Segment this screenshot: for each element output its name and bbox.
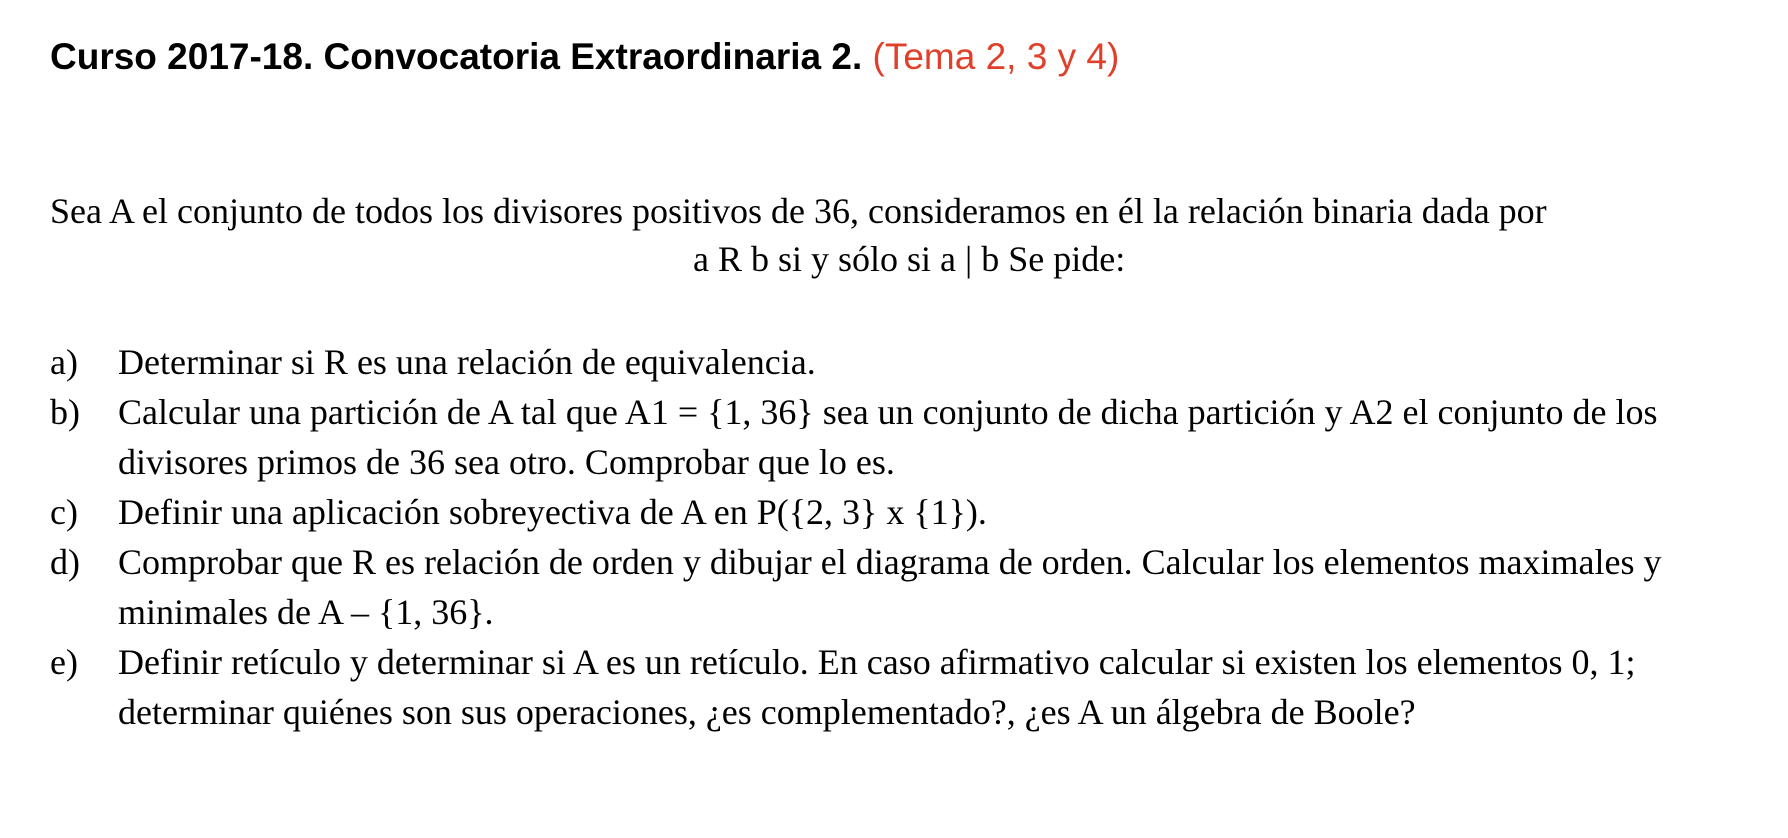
question-item-b (50, 387, 1770, 487)
question-letter: e) (50, 642, 78, 682)
question-letter: a) (50, 342, 78, 382)
title-main: Curso 2017-18. Convocatoria Extraordinaria 2. (50, 36, 863, 77)
question-text: Definir retículo y determinar si A es un retículo. En caso afirmativo calcular si existen los elementos 0, 1; determinar quiénes son sus operaciones, ¿es complementado?, ¿es A un álgebra de Boole? (118, 642, 1636, 732)
problem-statement-line-2: a R b si y sólo si a | b Se pide: (693, 239, 1126, 279)
question-item-e (50, 637, 1770, 737)
question-list (50, 337, 1770, 737)
question-text: Determinar si R es una relación de equivalencia. (118, 342, 816, 382)
question-item-d (50, 537, 1770, 637)
problem-statement-line-1: Sea A el conjunto de todos los divisores positivos de 36, consideramos en él la relación binaria dada por (50, 191, 1547, 231)
question-item-c (50, 487, 1770, 537)
question-letter: d) (50, 542, 80, 582)
question-text: Definir una aplicación sobreyectiva de A en P({2, 3} x {1}). (118, 492, 987, 532)
question-letter: b) (50, 392, 80, 432)
page-title (50, 34, 1119, 80)
question-letter: c) (50, 492, 78, 532)
question-text: Comprobar que R es relación de orden y dibujar el diagrama de orden. Calcular los elementos maximales y minimales de A – {1, 36}. (118, 542, 1662, 632)
question-item-a (50, 337, 1770, 387)
problem-statement (50, 187, 1770, 279)
title-topics: (Tema 2, 3 y 4) (872, 36, 1120, 77)
question-text: Calcular una partición de A tal que A1 = {1, 36} sea un conjunto de dicha partición y A2 el conjunto de los divisores primos de 36 sea otro. Comprobar que lo es. (118, 392, 1658, 482)
